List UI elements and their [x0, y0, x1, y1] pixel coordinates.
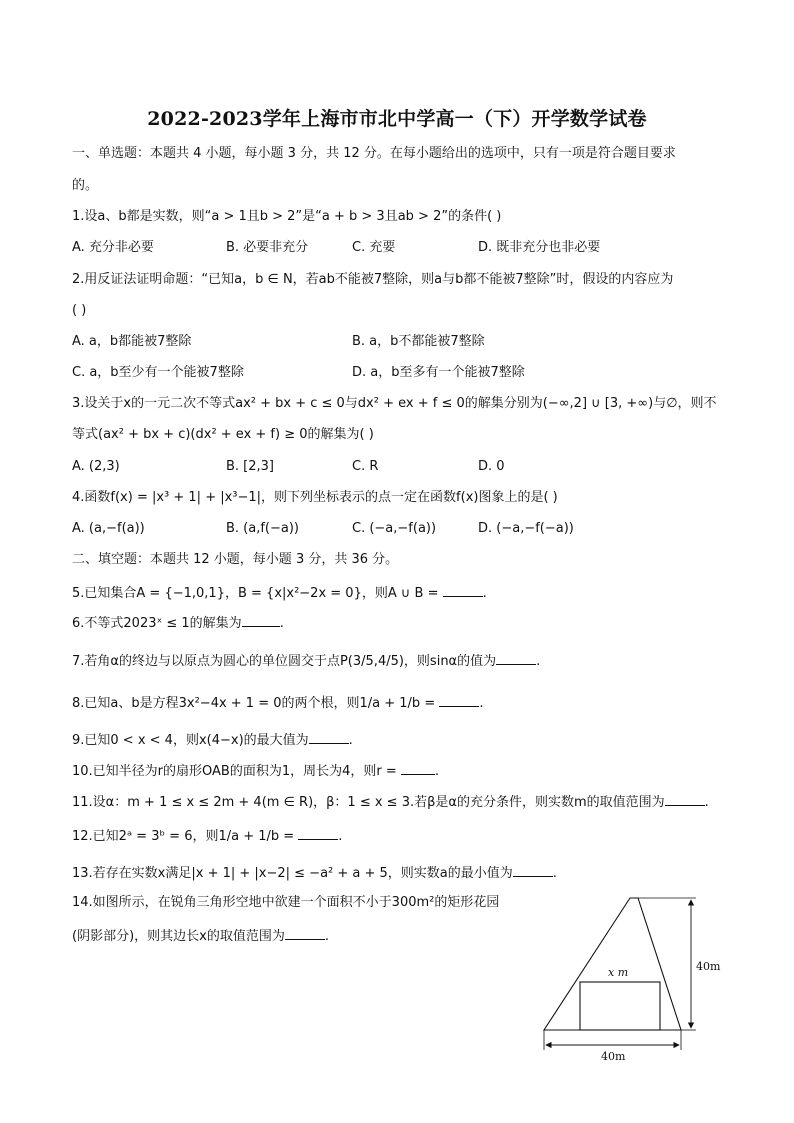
q10-answer-blank — [401, 762, 435, 775]
q5: 5.已知集合A = {−1,0,1}，B = {x|x²−2x = 0}，则A ∪ B = . — [72, 586, 487, 601]
q14-stem-cont: (阴影部分)，则其边长x的取值范围为 . — [72, 929, 329, 944]
q14-answer-blank — [285, 927, 325, 940]
q1-stem: 1.设a、b都是实数，则“a > 1且b > 2”是“a + b > 3且ab > 2”的条件( ) — [72, 209, 502, 224]
q8: 8.已知a、b是方程3x²−4x + 1 = 0的两个根，则1/a + 1/b = . — [72, 696, 484, 711]
q5-text: 5.已知集合A = {−1,0,1}，B = {x|x²−2x = 0}，则A ∪ B = — [72, 586, 443, 601]
q2-stem-cont: ( ) — [72, 303, 87, 318]
q7-answer-blank — [496, 652, 536, 665]
q4-option-c: C. (−a,−f(a)) — [352, 521, 437, 536]
q3-option-b: B. [2,3] — [226, 459, 275, 474]
q7-text: 7.若角α的终边与以原点为圆心的单位圆交于点P(3/5,4/5)，则sinα的值为 — [72, 654, 497, 669]
q13-answer-blank — [513, 864, 553, 877]
q12-text: 12.已知2ᵃ = 3ᵇ = 6，则1/a + 1/b = — [72, 829, 299, 844]
q8-answer-blank — [439, 694, 479, 707]
q11-answer-blank — [665, 793, 705, 806]
q9-answer-blank — [309, 731, 349, 744]
q13-text: 13.若存在实数x满足|x + 1| + |x−2| ≤ −a² + a + 5，则实数a的最小值为 — [72, 866, 513, 881]
garden-rectangle — [580, 982, 660, 1030]
q3-stem-cont: 等式(ax² + bx + c)(dx² + ex + f) ≥ 0的解集为( ) — [72, 427, 374, 442]
q1-option-d: D. 既非充分也非必要 — [478, 240, 601, 255]
q4-option-a: A. (a,−f(a)) — [72, 521, 145, 536]
q5-answer-blank — [443, 584, 483, 597]
q2-stem: 2.用反证法证明命题：“已知a，b ∈ N，若ab不能被7整除，则a与b都不能被7整除”时，假设的内容应为 — [72, 272, 674, 287]
q2-option-c: C. a，b至少有一个能被7整除 — [72, 365, 244, 380]
q4-option-b: B. (a,f(−a)) — [226, 521, 300, 536]
q1-option-b: B. 必要非充分 — [226, 240, 309, 255]
q4-option-d: D. (−a,−f(−a)) — [478, 521, 574, 536]
q10: 10.已知半径为r的扇形OAB的面积为1，周长为4，则r = . — [72, 764, 440, 779]
q3-option-a: A. (2,3) — [72, 459, 120, 474]
q3-stem: 3.设关于x的一元二次不等式ax² + bx + c ≤ 0与dx² + ex + f ≤ 0的解集分别为(−∞,2] ∪ [3, +∞)与∅，则不 — [72, 396, 717, 411]
q2-option-d: D. a，b至多有一个能被7整除 — [352, 365, 525, 380]
q13: 13.若存在实数x满足|x + 1| + |x−2| ≤ −a² + a + 5，则实数a的最小值为 . — [72, 866, 557, 881]
q2-option-a: A. a，b都能被7整除 — [72, 334, 192, 349]
q6-text: 6.不等式2023ˣ ≤ 1的解集为 — [72, 616, 242, 631]
q11: 11.设α：m + 1 ≤ x ≤ 2m + 4(m ∈ R)，β：1 ≤ x ≤ 3.若β是α的充分条件，则实数m的取值范围为 . — [72, 795, 709, 810]
section1-heading-cont: 的。 — [72, 178, 99, 193]
q9-text: 9.已知0 < x < 4，则x(4−x)的最大值为 — [72, 733, 309, 748]
width-label: x m — [608, 966, 629, 979]
q12-answer-blank — [298, 827, 338, 840]
base-label: 40m — [601, 1050, 626, 1063]
q1-option-c: C. 充要 — [352, 240, 396, 255]
q10-text: 10.已知半径为r的扇形OAB的面积为1，周长为4，则r = — [72, 764, 401, 779]
q14-stem: 14.如图所示，在锐角三角形空地中欲建一个面积不小于300m²的矩形花园 — [72, 895, 500, 910]
height-label: 40m — [696, 960, 721, 973]
q12: 12.已知2ᵃ = 3ᵇ = 6，则1/a + 1/b = . — [72, 829, 343, 844]
page-title: 2022-2023学年上海市市北中学高一（下）开学数学试卷 — [147, 108, 647, 130]
q11-text: 11.设α：m + 1 ≤ x ≤ 2m + 4(m ∈ R)，β：1 ≤ x ≤ 3.若β是α的充分条件，则实数m的取值范围为 — [72, 795, 665, 810]
q8-text: 8.已知a、b是方程3x²−4x + 1 = 0的两个根，则1/a + 1/b = — [72, 696, 440, 711]
q6-answer-blank — [242, 614, 280, 627]
q3-option-d: D. 0 — [478, 459, 505, 474]
q3-option-c: C. R — [352, 459, 379, 474]
q4-stem: 4.函数f(x) = |x³ + 1| + |x³−1|，则下列坐标表示的点一定在函数f(x)图象上的是( ) — [72, 490, 558, 505]
q6: 6.不等式2023ˣ ≤ 1的解集为 . — [72, 616, 284, 631]
section2-heading: 二、填空题：本题共 12 小题，每小题 3 分，共 36 分。 — [72, 552, 399, 567]
q7: 7.若角α的终边与以原点为圆心的单位圆交于点P(3/5,4/5)，则sinα的值为 . — [72, 654, 541, 669]
section1-heading: 一、单选题：本题共 4 小题，每小题 3 分，共 12 分。在每小题给出的选项中，只有一项是符合题目要求 — [72, 146, 676, 161]
q1-option-a: A. 充分非必要 — [72, 240, 154, 255]
triangle-garden-figure — [538, 892, 738, 1064]
q9: 9.已知0 < x < 4，则x(4−x)的最大值为 . — [72, 733, 353, 748]
q2-option-b: B. a，b不都能被7整除 — [352, 334, 485, 349]
q14-text: (阴影部分)，则其边长x的取值范围为 — [72, 929, 285, 944]
